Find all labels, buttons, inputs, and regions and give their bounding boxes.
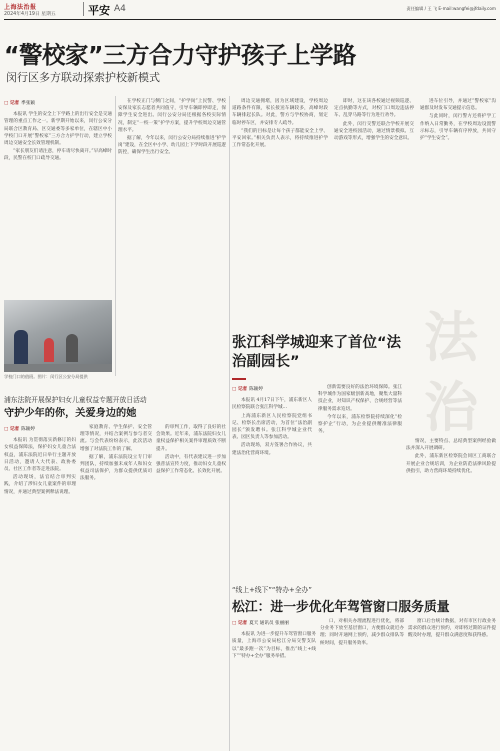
masthead-rule xyxy=(4,19,496,20)
byline-label: □ 记者 xyxy=(4,101,20,106)
main-headline: “警校家”三方合力守护孩子上学路 xyxy=(4,41,356,69)
main-story-col-3: 周边交通拥堵，因为区域建设，学校周边道路条件有限，家长接送车辆较多，高峰时段车辆排起长队。对此，警方与学校协商，划定临时停车区，并安排专人疏导。 “我们的目标是让每个孩子都能安全上学、平安回家。”相关负责人表示，将持续推进护学工作常态化开展。 xyxy=(232,99,328,149)
fourth-headline: 松江：进一步优化年驾管窗口服务质量 xyxy=(232,600,450,615)
main-story-col-4: 即时，这在该各校通过视频巡逻、定点执勤等方式，对校门口周边违法停车、乱穿马路等行为进行劝导。 此外，闵行交警还联合学校开展交通安全进校园活动，通过情景模拟、互动游戏等形式，增强学生的安全意识。 xyxy=(334,99,414,142)
fourth-story-col-2: 口，对相关办理流程进行优化，将部分业务下放至基层窗口，方便群众就近办理；同时开通网上预约，减少群众排队等候时间，提升服务效率。 xyxy=(320,619,404,646)
byline-label: □ 记者 xyxy=(232,387,248,392)
column-rule-center xyxy=(229,96,230,751)
watermark-characters: 法治 xyxy=(424,305,478,439)
byline-name: 夏天 通讯员 张丽丽 xyxy=(249,621,289,626)
section-name: 平安 xyxy=(88,4,110,17)
third-story-col-2: 家庭教育、学生保护、安全管理等情况，并结合案例与参与者交流。与会代表纷纷表示，此次活动增强了对法院工作的了解。 据了解，浦东法院设立专门审判团队，持续加强未成年人和妇女权益司法保护，为群众提供优质司法服务。 xyxy=(80,425,152,482)
photo-caption: 学校门口的值班。图片：闵行区公安分局提供 xyxy=(4,374,88,379)
second-story-lead: 本报讯 4月17日下午，浦东新区人民检察院联合张江科学城… xyxy=(232,398,312,411)
photo-figure-officer xyxy=(14,330,28,364)
second-story-col-3: 情况，主要特点、总结典型案例经验做法并深入开展调研。 此外，浦东新区检察院会同区工商联合开展企业合规培训，为企业防范法律风险提供指引，助力营商环境持续优化。 xyxy=(406,439,496,474)
second-story-col-1: □ 记者 陈颖婷 本报讯 4月17日下午，浦东新区人民检察院联合张江科学城… 上海浦东新区人民检察院党组书记、检察长出席活动，为首位“法治副园长”颁发聘书。张江科学城企业代表、园区负责人等参加活动。 活动现场，双方签署合作协议，共建法治化营商环境。 xyxy=(232,387,312,456)
main-story-photo xyxy=(4,300,112,372)
main-story-col-2: 在学校正门与侧门之间，“护学岗”上民警、学校安保及家长志愿者共同值守，引导车辆即停即走，保障学生安全进出。闵行公安分局还根据各校实际情况，制定“一校一策”护学方案，提升学校周边交通管理水平。 据了解，今年以来，闵行公安分局持续推进“护学岗”建设，在全区中小学、幼儿园上下学时段开展巡逻防控，确保学生出行安全。 xyxy=(118,99,226,156)
third-story-col-1: □ 记者 陈颖婷 本报讯 为贯彻落实新修订的妇女权益保障法，保护妇女儿童合法权益，浦东法院近日举行主题开放日活动，邀请人大代表、政协委员、社区工作者等走进法院。 活动现场，法官结合审判实践，介绍了涉妇女儿童案件的审理情况，并通过典型案例释法说理。 xyxy=(4,427,76,495)
third-subheadline: 守护少年的你，关爱身边的她 xyxy=(4,408,137,419)
byline-label: □ 记者 xyxy=(232,621,248,626)
byline-name: 陈颖婷 xyxy=(249,387,263,392)
publication-date: 2024年4月19日 星期五 xyxy=(4,12,56,17)
headline-accent-bar xyxy=(232,378,246,380)
second-story-col-2: 创新需要良好的法治环境保障。张江科学城作为国家级创新高地，聚集大量科技企业，对知识产权保护、合规经营等法律服务需求迫切。 今年以来，浦东检察院持续深化“检察护企”行动，为企业提供精准法律服务。 xyxy=(318,385,402,435)
byline-label: □ 记者 xyxy=(4,427,20,432)
byline-name: 陈颖婷 xyxy=(21,427,35,432)
photo-figure-parent xyxy=(66,334,78,362)
fourth-story-col-3: 窗口后台统计数据，对有市区行政业务需求的群众进行预约，对即将过期的证件提醒及时办理，提升群众满意度和获得感。 xyxy=(408,619,496,639)
editor-info: 责任编辑 / 王 飞 E-mail:wangfei@jfdaily.com xyxy=(406,6,496,11)
main-story-col-5: 进车位引导，并通过“警校家”沟通群及时发布交通提示信息。 与此同时，闵行警方还将护学工作纳入日常勤务，在学校周边设置警示标志，引导车辆有序停放，共同守护“学生安全”。 xyxy=(420,99,496,142)
photo-ground xyxy=(4,364,112,372)
byline-name: 季张颖 xyxy=(21,101,35,106)
column-rule xyxy=(115,96,116,376)
main-subheadline: 闵行区多方联动探索护校新模式 xyxy=(6,71,160,84)
masthead-divider xyxy=(83,2,84,16)
second-headline: 张江科学城迎来了首位“法治副园长” xyxy=(232,335,402,370)
third-story-col-3: 的审判工作，取得了良好的社会效果。近年来，浦东法院妇女儿童权益保护相关案件审理质效不断提升。 活动中，有代表建议进一步加强普法宣传力度，推动妇女儿童权益保护工作常态化、长效化开展。 xyxy=(156,425,226,475)
fourth-story-col-1: □ 记者 夏天 通讯员 张丽丽 本报讯 为进一步提升车驾管窗口服务质量，上海市公安局松江分局交警支队以“最多跑一次”为目标，推出“线上+线下”“特办+全办”服务举措。 xyxy=(232,621,316,659)
photo-figure-child xyxy=(44,338,54,362)
paper-name-logo: 上海法治报 xyxy=(4,4,37,11)
main-story-col-1: □ 记者 季张颖 本报讯 学生的安全上下学路上的出行安全是交通管理的重点工作之一。新学期开始以来，闵行公安分局联合区教育局、区交通委等多家单位，在辖区中小学校门口开展“警校家”三方合力护学行动，建立学校周边交通安全长效管理机制。 “家长朋友们请注意，停车请尽快离开。”早高峰时段，民警在校门口疏导交通。 xyxy=(4,101,112,162)
fourth-kicker: “线上+线下”“特办+全办” xyxy=(232,586,312,594)
page-number: A4 xyxy=(114,4,126,14)
third-headline-small: 浦东法院开展保护妇女儿童权益专题开放日活动 xyxy=(4,396,147,404)
